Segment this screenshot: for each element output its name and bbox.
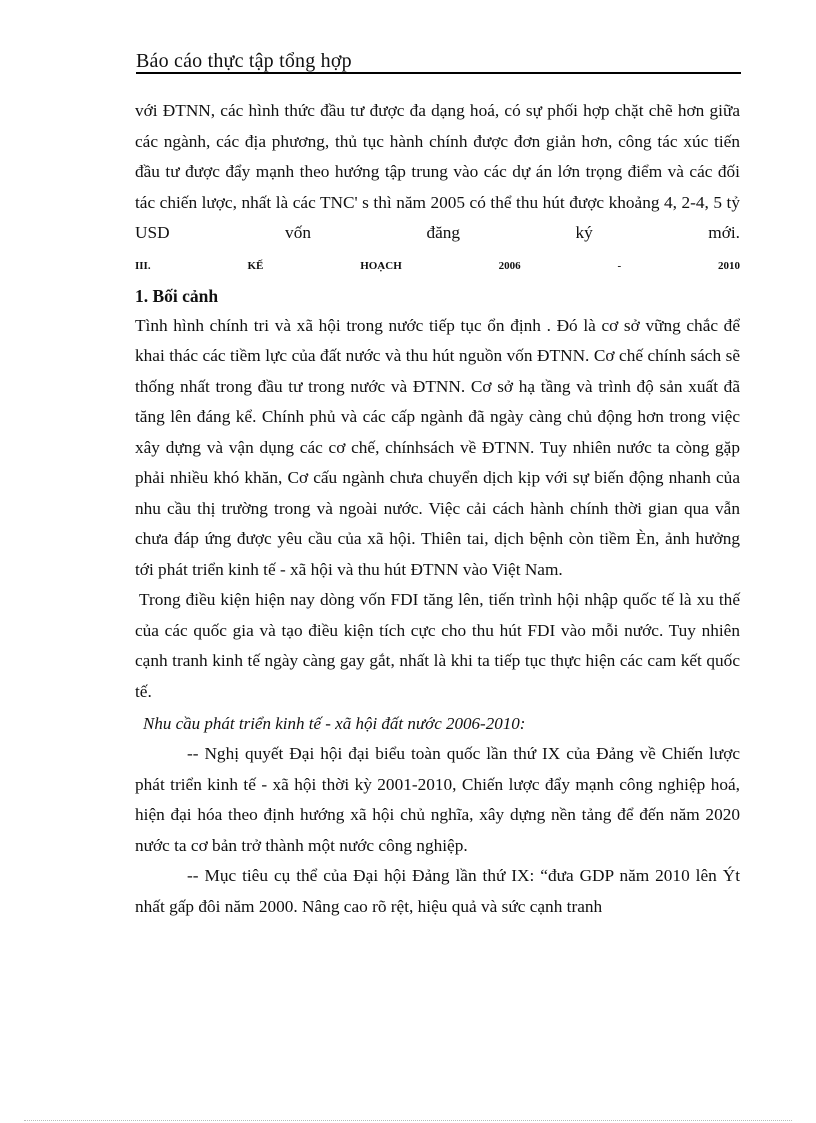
needs-heading: Nhu cầu phát triển kinh tế - xã hội đất nước 2006-2010: [143, 714, 526, 733]
context-paragraph-2: Trong điều kiện hiện nay dòng vốn FDI tăng lên, tiến trình hội nhập quốc tế là xu thế của các quốc gia và tạo điều kiện tích cực cho thu hút FDI vào mỗi nước. Tuy nhiên cạnh tranh kinh tế ngày càng gay gắt, nhất là khi ta tiếp tục thực hiện các cam kết quốc tế. [135, 590, 740, 701]
document-body [135, 96, 740, 922]
section-numeral: III. [135, 259, 151, 272]
intro-paragraph: với ĐTNN, các hình thức đầu tư được đa dạng hoá, có sự phối hợp chặt chẽ hơn giữa các ngành, các địa phương, thủ tục hành chính được đơn giản hơn, công tác xúc tiến đầu tư được đẩy mạnh theo hướng tập trung vào các dự án lớn trọng điểm và các đối tác chiến lược, nhất là các TNC' s thì năm 2005 có thể thu hút được khoảng 4, 2-4, 5 tỷ USD vốn đăng ký mới. [135, 101, 740, 242]
subheading-context: 1. Bối cảnh [135, 285, 219, 306]
header-title: Báo cáo thực tập tổng hợp [136, 50, 352, 72]
section-heading [135, 255, 740, 277]
section-word-hoach: HOẠCH [360, 259, 402, 272]
bullet-paragraph-2: -- Mục tiêu cụ thể của Đại hội Đảng lần thứ IX: “đưa GDP năm 2010 lên Ýt nhất gấp đôi năm 2000. Nâng cao rõ rệt, hiệu quả và sức cạnh tranh [135, 866, 740, 916]
page-header [136, 50, 741, 74]
section-dash: - [617, 259, 622, 272]
page-bottom-divider [24, 1120, 792, 1121]
context-paragraph-1: Tình hình chính tri và xã hội trong nước tiếp tục ổn định . Đó là cơ sở vững chắc để khai thác các tiềm lực của đất nước và thu hút nguồn vốn ĐTNN. Cơ chế chính sách sẽ thống nhất trong đầu tư trong nước và ĐTNN. Cơ sở hạ tầng và trình độ sản xuất đã tăng lên đáng kể. Chính phủ và các cấp ngành đã ngày càng chủ động hơn trong việc xây dựng và vận dụng các cơ chế, chínhsách về ĐTNN. Tuy nhiên nước ta còng gặp phải nhiều khó khăn, Cơ cấu ngành chưa chuyển dịch kịp với sự biến động nhanh của nhu cầu thị trường trong và ngoài nước. Việc cải cách hành chính thời gian qua vẫn chưa đáp ứng được yêu cầu của xã hội. Thiên tai, dịch bệnh còn tiềm Èn, ảnh hưởng tới phát triển kinh tế - xã hội và thu hút ĐTNN vào Việt Nam. [135, 315, 740, 579]
section-year-end: 2010 [717, 259, 740, 272]
section-year-start: 2006 [498, 259, 521, 272]
bullet-paragraph-1: -- Nghị quyết Đại hội đại biểu toàn quốc lần thứ IX của Đảng về Chiến lược phát triển kinh tế - xã hội thời kỳ 2001-2010, Chiến lược đẩy mạnh công nghiệp hoá, hiện đại hóa theo định hướng xã hội chủ nghĩa, xây dựng nền tảng để đến năm 2020 nước ta cơ bản trở thành một nước công nghiệp. [135, 744, 740, 855]
section-word-ke: KẾ [247, 259, 264, 272]
